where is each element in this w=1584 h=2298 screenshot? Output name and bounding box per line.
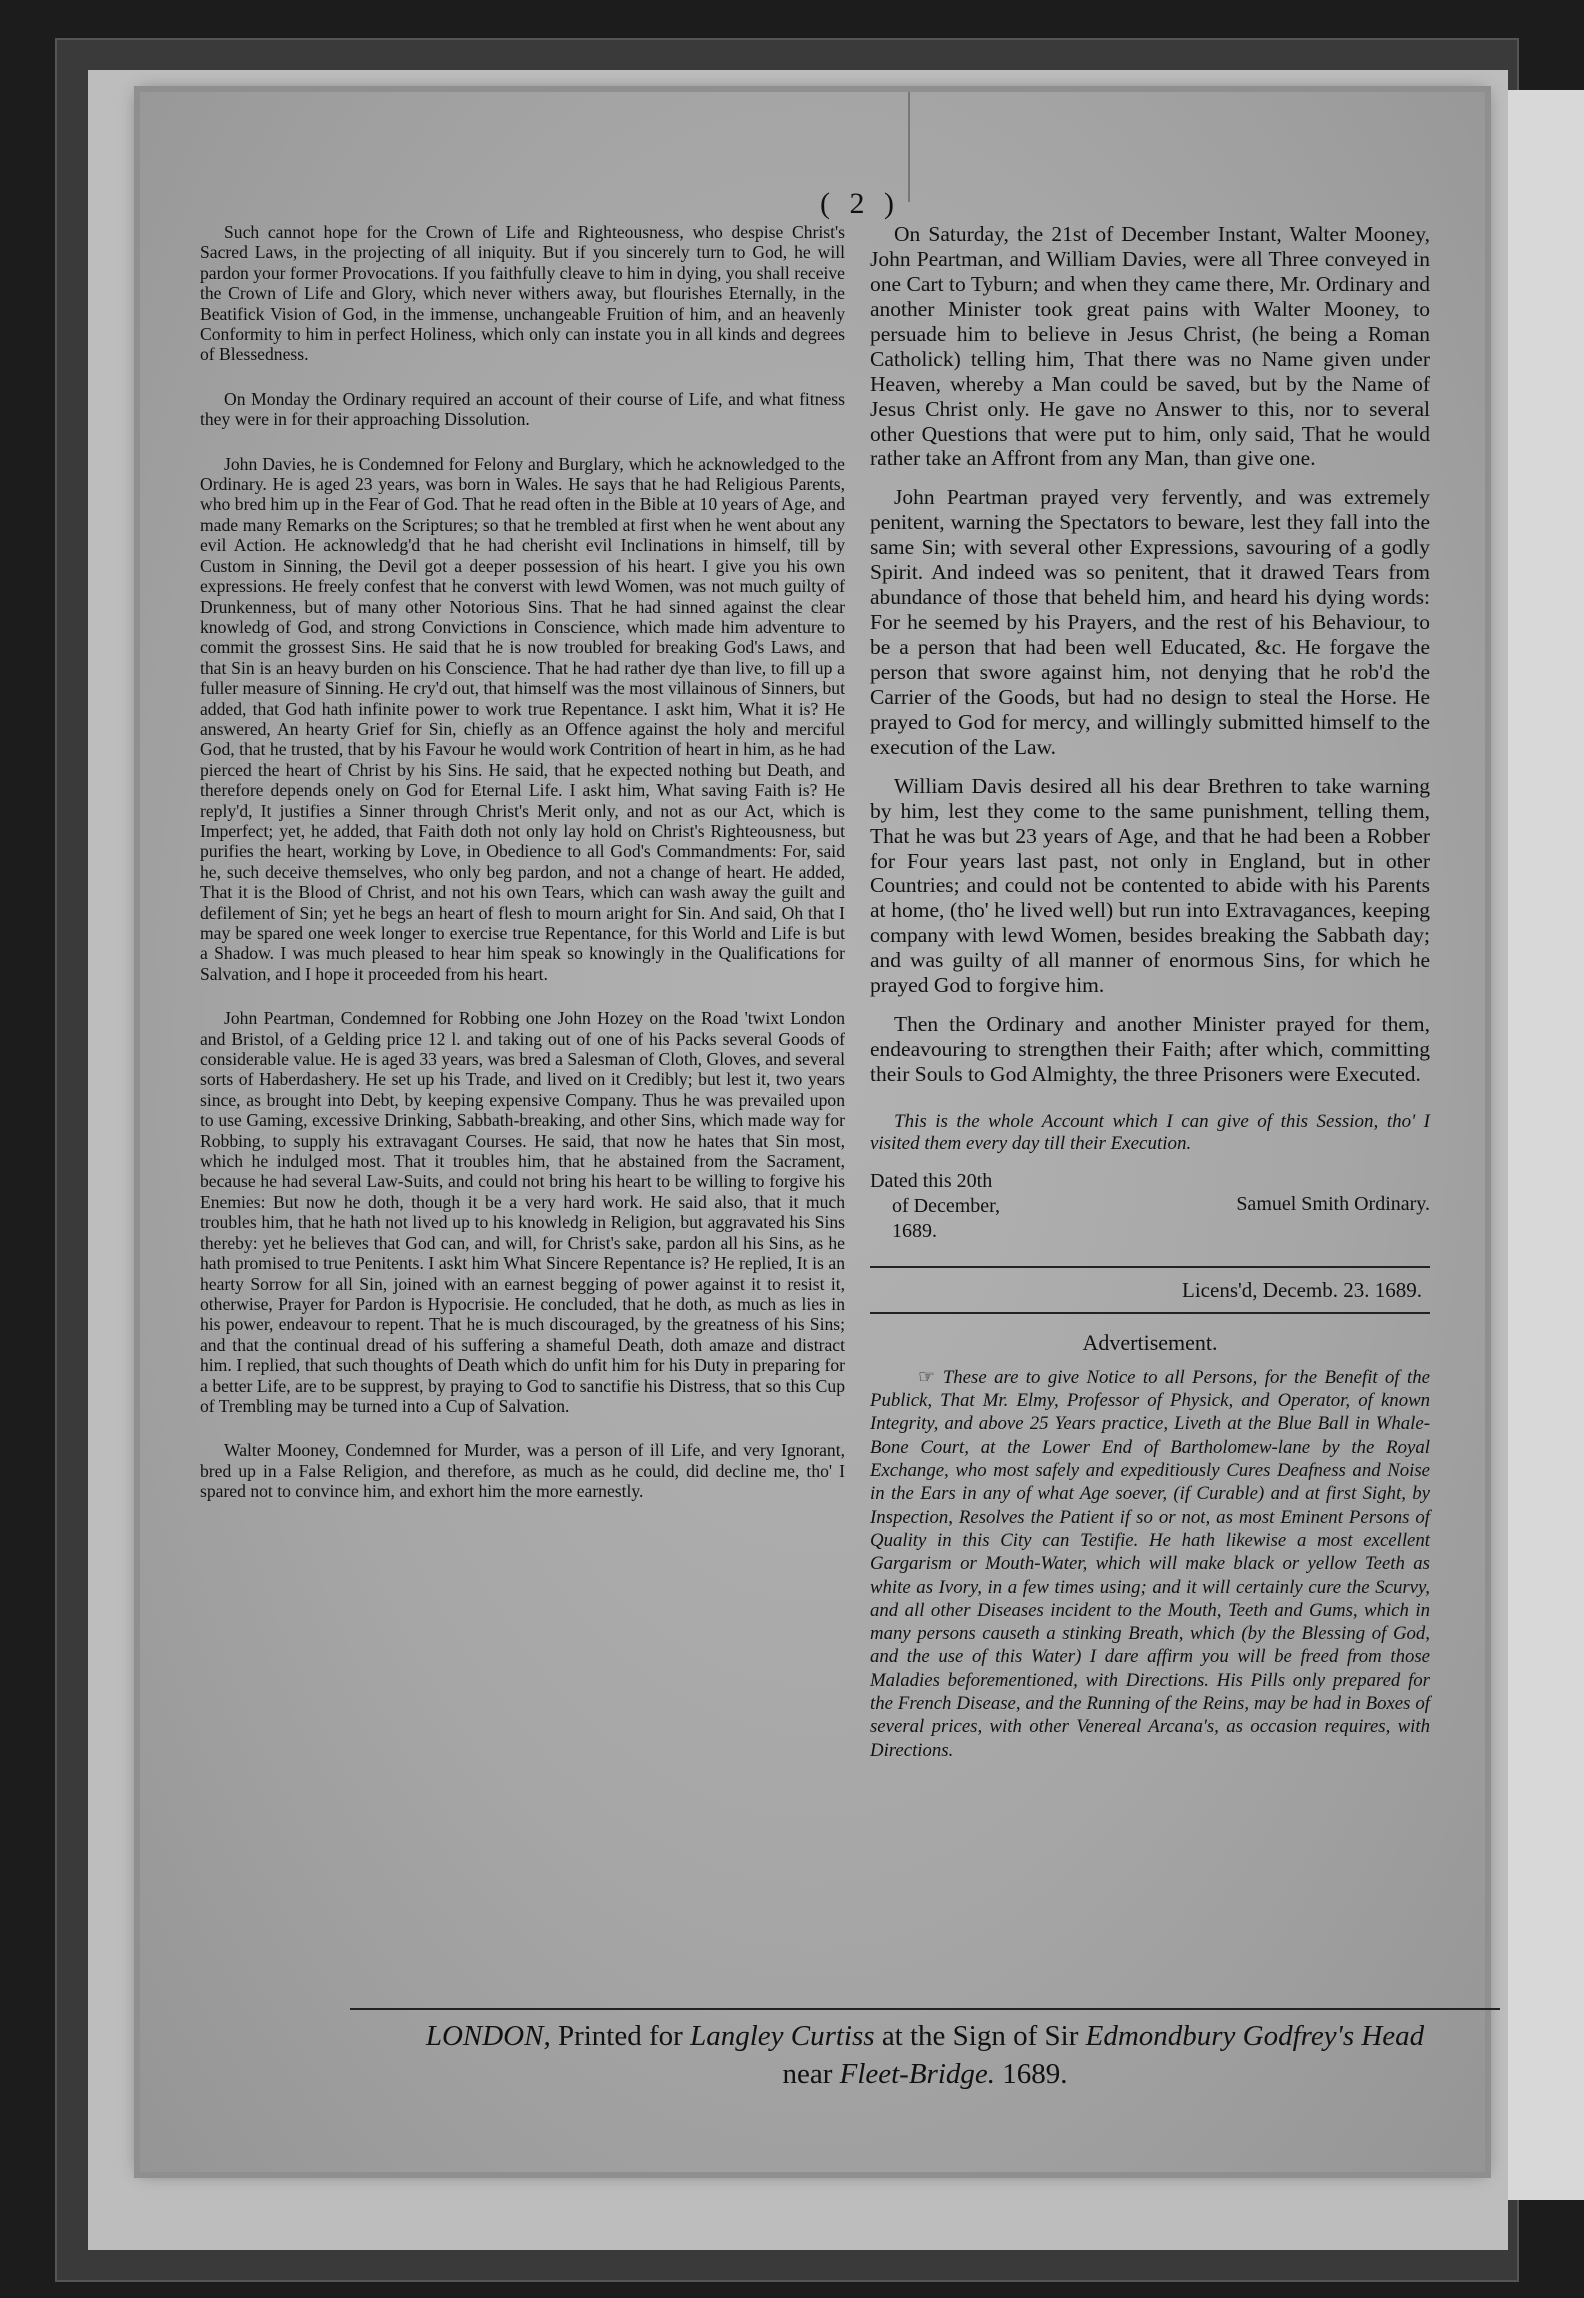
paper-fold <box>908 92 910 202</box>
left-column <box>200 222 845 1516</box>
dated-line-2: of December, <box>892 1195 1001 1217</box>
paragraph-execution-saturday: On Saturday, the 21st of December Instant, Walter Mooney, John Peartman, and William Davies, were all Three conveyed in one Cart to Tyburn; and when they came there, Mr. Ordinary and another Minister took great pains with Walter Mooney, to persuade him to believe in Jesus Christ, (he being a Roman Catholick) telling him, That there was no Name given under Heaven, whereby a Man could be saved, but by the Name of Jesus Christ only. He gave no Answer to this, nor to several other Questions that were put to him, only said, That he would rather take an Affront from any Man, than give one. <box>870 222 1430 471</box>
advertisement-title: Advertisement. <box>1082 1330 1218 1356</box>
pointing-hand-icon: ☞ <box>918 1366 935 1388</box>
paragraph-william-davis: William Davis desired all his dear Brethren to take warning by him, lest they come to the same punishment, telling them, That he was but 23 years of Age, and that he had been a Robber for Four years last past, not only in England, but in other Countries; and could not be contented to abide with his Parents at home, (tho' he lived well) but run into Extravagances, keeping company with lewd Women, besides breaking the Sabbath day; and was guilty of all manner of enormous Sins, for which he prayed God to forgive him. <box>870 773 1430 998</box>
paragraph-peartman-prayer: John Peartman prayed very fervently, and was extremely penitent, warning the Spectators to beware, lest they fall into the same Sin; with several other Expressions, savouring of a godly Spirit. And indeed was so penitent, that it drawed Tears from abundance of those that beheld him, and heard his dying words: For he seemed by his Prayers, and the rest of his Behaviour, to be a person that had been well Educated, &c. He forgave the person that swore against him, not denying that he rob'd the Carrier of the Goods, but had no design to steal the Horse. He prayed to God for mercy, and willingly submitted himself to the execution of the Law. <box>870 485 1430 759</box>
advertisement-body <box>870 1366 1430 1762</box>
signature-block <box>870 1169 1430 1244</box>
paragraph-account-note: This is the whole Account which I can give of this Session, tho' I visited them every day till their Execution. <box>870 1110 1430 1154</box>
imprint-near: near <box>782 2057 833 2090</box>
imprint-city: LONDON, <box>425 2020 551 2052</box>
paragraph-john-peartman: John Peartman, Condemned for Robbing one John Hozey on the Road 'twixt London and Bristol, of a Gelding price 12 l. and taking out of one of his Packs several Goods of considerable value. He is aged 33 years, was bred a Salesman of Cloth, Gloves, and several sorts of Haberdashery. He set up his Trade, and lived on it Credibly; but lest it, two years since, as brought into Debt, by keeping expensive Company. Thus he was prevailed upon to use Gaming, excessive Drinking, Sabbath-breaking, and other Sins, which made way for Robbing, to supply his extravagant Courses. He said, that now he hates that Sin most, which he indulged most. That it troubles him, that he abstained from the Sacrament, because he had several Law-Suits, and could not bring his heart to be willing to forgive his Enemies: But now he doth, though it be a very hard work. He said also, that it much troubles him, that he hath not lived up to his knowledg in Religion, but aggravated his Sins thereby: yet he believes that God can, and will, for Christ's sake, pardon all his Sins, as he hath promised to true Penitents. I askt him What Sincere Repentance is? He replied, It is an hearty Sorrow for all Sin, joined with an earnest begging of power against it to resist it, otherwise, Prayer for Pardon is Hypocrisie. He concluded, that he doth, as much as lies in his power, endeavour to repent. That he is much discouraged, by the greatness of his Sins; and that the continual dread of his suffering a shameful Death, doth amaze and distract him. I replied, that such thoughts of Death which do unfit him for his Duty in preparing for a better Life, are to be supprest, by praying to God to sanctifie his Distress, that so this Cup of Trembling may be turned into a Cup of Salvation. <box>200 1008 845 1416</box>
imprint-line-2 <box>340 2056 1510 2094</box>
imprint-year: 1689. <box>1002 2057 1068 2090</box>
divider-rule-2 <box>870 1312 1430 1314</box>
advertisement-text: These are to give Notice to all Persons, for the Benefit of the Publick, That Mr. Elmy, Professor of Physick, and Operator, of known Integrity, and above 25 Years practice, Liveth at the Blue Ball in Whale-Bone Court, at the Lower End of Bartholomew-lane by the Royal Exchange, who most safely and expeditiously Cures Deafness and Noise in the Ears in any of what Age soever, (if Curable) and at first Sight, by Inspection, Resolves the Patient if so or not, as most Eminent Persons of Quality in this City can Testifie. He hath likewise a most excellent Gargarism or Mouth-Water, which will make black or yellow Teeth as white as Ivory, in a few times using; and it will certainly cure the Scurvy, and all other Diseases incident to the Mouth, Teeth and Gums, which in many persons causeth a stinking Breath, which (by the Blessing of God, and the use of this Water) I dare affirm you will be freed from those Maladies beforementioned, with Directions. His Pills only prepared for the French Disease, and the Running of the Reins, may be had in Boxes of several prices, with other Venereal Arcana's, as occasion requires, with Directions. <box>870 1366 1430 1761</box>
dated-block <box>870 1169 1050 1244</box>
imprint-sign-name: Edmondbury Godfrey's Head <box>1085 2020 1425 2052</box>
paragraph-john-davies: John Davies, he is Condemned for Felony and Burglary, which he acknowledged to the Ordinary. He is aged 23 years, was born in Wales. He says that he had Religious Parents, who bred him up in the Fear of God. That he read often in the Bible at 10 years of Age, and made many Remarks on the Scriptures; so that he trembled at first when he went about any evil Action. He acknowledg'd that he had cherisht evil Inclinations in himself, till by Custom in Sinning, the Devil got a deeper possession of his heart. I give you his own expressions. He freely confest that he converst with lewd Women, was not much guilty of Drunkenness, but of many other Notorious Sins. That he had sinned against the clear knowledg of God, and strong Convictions in Conscience, which made him adventure to commit the grossest Sins. He said that he is now troubled for breaking God's Laws, and that Sin is an heavy burden on his Conscience. That he had rather dye than live, to fill up a fuller measure of Sinning. He cry'd out, that himself was the most villainous of Sinners, but added, that God hath infinite power to work true Repentance. I askt him, What it is? He answered, An hearty Grief for Sin, chiefly as an Offence against the holy and merciful God, that he trusted, that by his Favour he would work Contrition of heart in him, as he had pierced the heart of Christ by his Sins. He said, that he expected nothing but Death, and therefore depends onely on God for Eternal Life. I askt him, What saving Faith is? He reply'd, It justifies a Sinner through Christ's Merit only, and not as our Act, which is Imperfect; yet, he added, that Faith doth not only lay hold on Christ's Righteousness, but purifies the heart, working by Love, in Obedience to all God's Commandments: For, said he, such deceive themselves, who only beg pardon, and not a change of heart. He added, That it is the Blood of Christ, and not his own Tears, which can wash away the guilt and defilement of Sin; yet he begs an heart of flesh to mourn aright for Sin. And said, Oh that I may be spared one week longer to exercise true Repentance, for this World and Life is but a Shadow. I was much pleased to hear him speak so knowingly in the Qualifications for Salvation, and I hope it proceeded from his heart. <box>200 453 845 984</box>
licensed-line: Licens'd, Decemb. 23. 1689. <box>1182 1278 1422 1302</box>
paragraph-monday: On Monday the Ordinary required an account of their course of Life, and what fitness they were in for their approaching Dissolution. <box>200 388 845 430</box>
imprint <box>340 2018 1510 2093</box>
page-number: ( 2 ) <box>820 187 900 220</box>
paragraph-exhortation: Such cannot hope for the Crown of Life and Righteousness, who despise Christ's Sacred Laws, in the projecting of all iniquity. But if you sincerely turn to God, he will pardon your former Provocations. If you faithfully cleave to him in dying, you shall receive the Crown of Life and Glory, which never withers away, but flourishes Eternally, in the Beatifick Vision of God, in the immense, unchangeable Fruition of him, and an heavenly Conformity to him in perfect Holiness, which only can instate you in all kinds and degrees of Blessedness. <box>200 222 845 365</box>
imprint-printed-for: Printed for <box>557 2020 683 2052</box>
divider-rule <box>870 1266 1430 1268</box>
imprint-sign-of: at the Sign of Sir <box>881 2020 1079 2052</box>
dated-line-3: 1689. <box>892 1220 937 1242</box>
dated-line-1: Dated this 20th <box>870 1170 993 1192</box>
document-page <box>140 92 1485 2172</box>
ordinary-signature: Samuel Smith Ordinary. <box>1236 1192 1430 1215</box>
imprint-line-1 <box>340 2018 1510 2056</box>
paragraph-final-prayer: Then the Ordinary and another Minister prayed for them, endeavouring to strengthen their Faith; after which, committing their Souls to God Almighty, the three Prisoners were Executed. <box>870 1012 1430 1086</box>
imprint-printer: Langley Curtiss <box>690 2020 875 2052</box>
right-column <box>870 222 1430 1776</box>
paragraph-walter-mooney: Walter Mooney, Condemned for Murder, was a person of ill Life, and very Ignorant, bred up in a False Religion, and therefore, as much as he could, did decline me, tho' I spared not to convince him, and exhort him the more earnestly. <box>200 1440 845 1502</box>
imprint-rule <box>350 2008 1500 2010</box>
imprint-location: Fleet-Bridge. <box>839 2057 996 2090</box>
